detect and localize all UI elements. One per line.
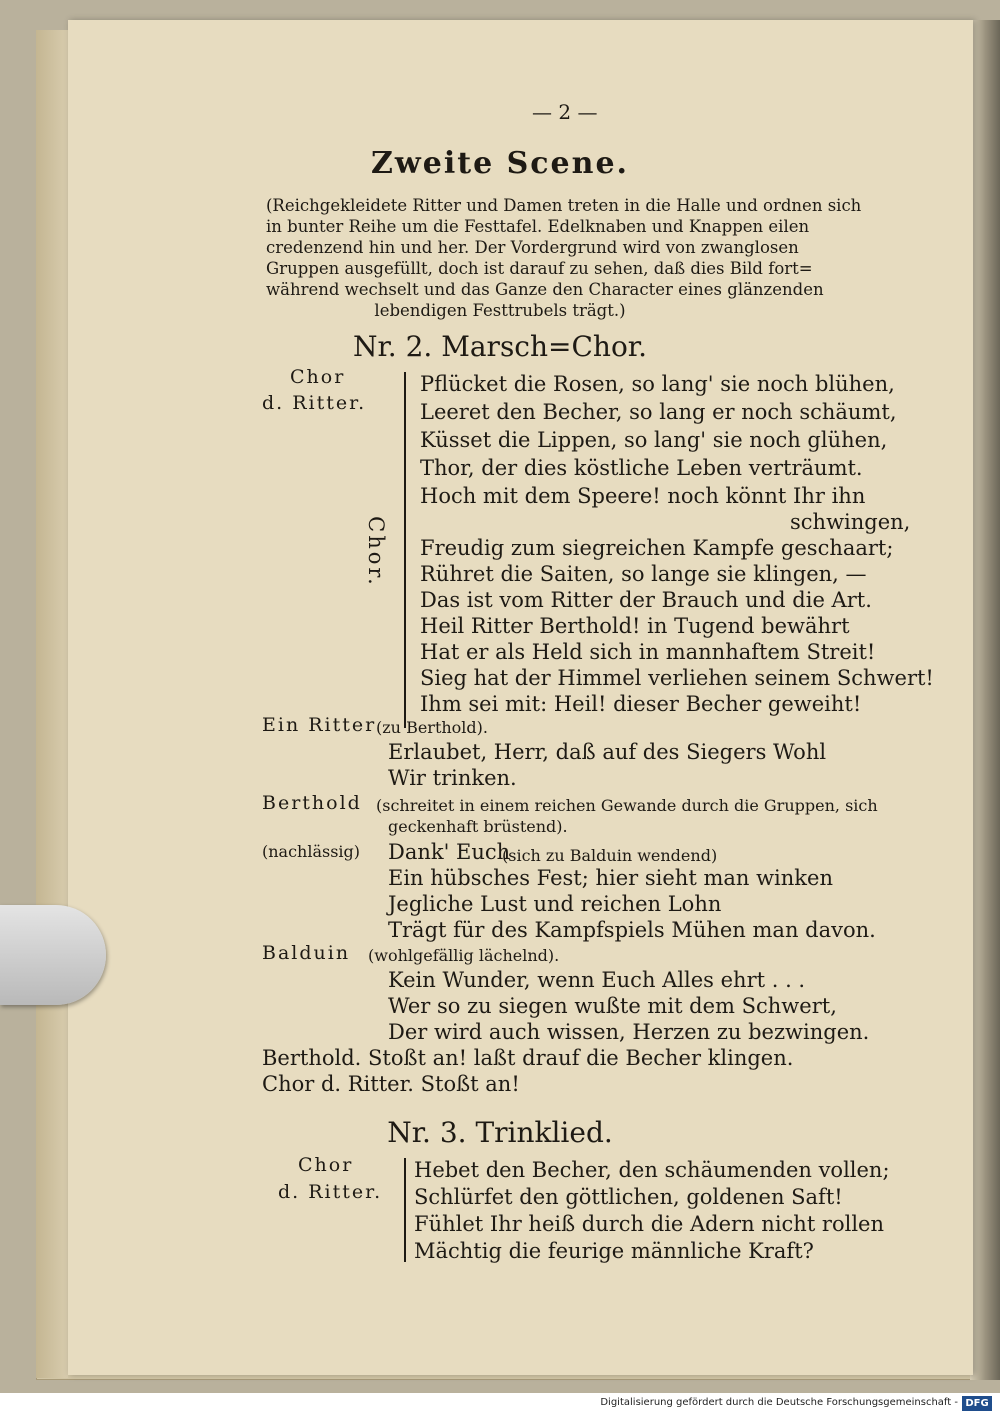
dialogue-line: Wer so zu siegen wußte mit dem Schwert,: [388, 994, 837, 1018]
dialogue-line: Wir trinken.: [388, 766, 517, 790]
lyric-line: Thor, der dies köstliche Leben verträumt.: [420, 456, 863, 480]
lyric-line: Sieg hat der Himmel verliehen seinem Schwert!: [420, 666, 934, 690]
stage-direction: (wohlgefällig lächelnd).: [368, 946, 560, 965]
binding-edge: [36, 30, 68, 1378]
dialogue-line: Berthold. Stoßt an! laßt drauf die Becher klingen.: [262, 1046, 794, 1070]
lyric-line: Das ist vom Ritter der Brauch und die Art.: [420, 588, 872, 612]
lyric-line: Rühret die Saiten, so lange sie klingen, —: [420, 562, 867, 586]
dialogue-line: Jegliche Lust und reichen Lohn: [388, 892, 722, 916]
stage-direction: (zu Berthold).: [376, 718, 488, 737]
stage-direction: (sich zu Balduin wendend): [502, 846, 718, 865]
lyric-line: Heil Ritter Berthold! in Tugend bewährt: [420, 614, 850, 638]
dfg-logo: DFG: [962, 1396, 992, 1411]
lyric-line: Hat er als Held sich in mannhaftem Streit!: [420, 640, 876, 664]
speaker-chor: Chor: [298, 1154, 354, 1176]
page-number: — 2 —: [532, 100, 598, 124]
lyric-line: schwingen,: [790, 510, 911, 534]
lyric-line: Fühlet Ihr heiß durch die Adern nicht rollen: [414, 1212, 884, 1236]
dialogue-line: Ein hübsches Fest; hier sieht man winken: [388, 866, 833, 890]
speaker-ritter: d. Ritter.: [278, 1181, 383, 1203]
stage-direction: geckenhaft brüstend).: [388, 817, 568, 836]
page-clip: [0, 905, 106, 1005]
chorus-bracket: [404, 372, 406, 728]
lyric-line: Hebet den Becher, den schäumenden vollen;: [414, 1158, 890, 1182]
speaker-ritter-single: Ein Ritter: [262, 714, 377, 736]
lyric-line: Pflücket die Rosen, so lang' sie noch blühen,: [420, 372, 895, 396]
lyric-line: Ihm sei mit: Heil! dieser Becher geweiht!: [420, 692, 862, 716]
speaker-ritter: d. Ritter.: [262, 392, 367, 414]
dialogue-line: Dank' Euch: [388, 840, 511, 864]
section-3-title: Nr. 3. Trinklied.: [387, 1116, 613, 1149]
chor-vertical-label: Chor.: [363, 516, 388, 588]
stage-direction-line: lebendigen Festtrubels trägt.): [374, 301, 626, 320]
dialogue-line: Chor d. Ritter. Stoßt an!: [262, 1072, 520, 1096]
speaker-chor: Chor: [290, 366, 346, 388]
stage-direction-aside: (nachlässig): [262, 842, 361, 861]
lyric-line: Mächtig die feurige männliche Kraft?: [414, 1239, 814, 1263]
chorus-bracket: [404, 1158, 406, 1262]
stage-direction-line: (Reichgekleidete Ritter und Damen treten in die Halle und ordnen sich: [266, 196, 862, 215]
stage-direction-line: in bunter Reihe um die Festtafel. Edelknaben und Knappen eilen: [266, 217, 810, 236]
dialogue-line: Der wird auch wissen, Herzen zu bezwingen.: [388, 1020, 870, 1044]
lyric-line: Leeret den Becher, so lang er noch schäumt,: [420, 400, 897, 424]
scene-title: Zweite Scene.: [371, 146, 629, 181]
speaker-balduin: Balduin: [262, 942, 351, 964]
stage-direction-line: Gruppen ausgefüllt, doch ist darauf zu sehen, daß dies Bild fort=: [266, 259, 813, 278]
lyric-line: Hoch mit dem Speere! noch könnt Ihr ihn: [420, 484, 866, 508]
lyric-line: Freudig zum siegreichen Kampfe geschaart;: [420, 536, 894, 560]
speaker-berthold: Berthold: [262, 792, 362, 814]
footer-credit: Digitalisierung gefördert durch die Deutsche Forschungsgemeinschaft -: [600, 1397, 958, 1408]
stage-direction: (schreitet in einem reichen Gewande durch die Gruppen, sich: [376, 796, 878, 815]
lyric-line: Küsset die Lippen, so lang' sie noch glühen,: [420, 428, 888, 452]
dialogue-line: Erlaubet, Herr, daß auf des Siegers Wohl: [388, 740, 827, 764]
lyric-line: Schlürfet den göttlichen, goldenen Saft!: [414, 1185, 843, 1209]
page-right-edge: [970, 20, 1000, 1380]
section-2-title: Nr. 2. Marsch=Chor.: [352, 330, 648, 363]
dialogue-line: Trägt für des Kampfspiels Mühen man davon.: [388, 918, 876, 942]
stage-direction-line: während wechselt und das Ganze den Character eines glänzenden: [266, 280, 824, 299]
stage-direction-line: credenzend hin und her. Der Vordergrund wird von zwanglosen: [266, 238, 799, 257]
dialogue-line: Kein Wunder, wenn Euch Alles ehrt . . .: [388, 968, 806, 992]
